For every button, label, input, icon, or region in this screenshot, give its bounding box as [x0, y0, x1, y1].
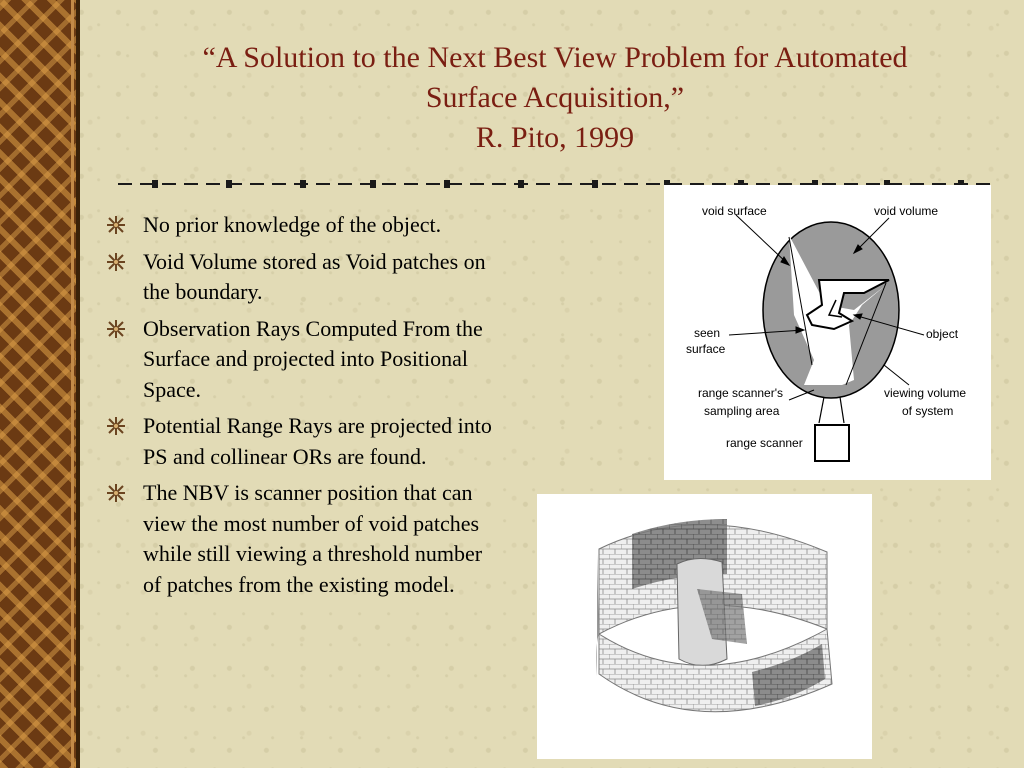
bullet-text: The NBV is scanner position that can view the most number of void patches while still viewing a threshold number of patches from the existing model.	[143, 480, 483, 597]
label-object: object	[926, 327, 959, 341]
strip-border	[76, 0, 80, 768]
title-line-2: Surface Acquisition,”	[425, 81, 685, 114]
star-bullet-icon	[105, 316, 127, 342]
list-item	[105, 210, 495, 241]
bullet-text: Void Volume stored as Void patches on the boundary.	[143, 248, 486, 304]
list-item	[105, 478, 495, 600]
label-viewing-volume: viewing volume	[884, 386, 967, 400]
list-item	[105, 411, 495, 472]
label-range-scanners: range scanner's	[698, 386, 784, 400]
label-range-scanner: range scanner	[726, 436, 803, 450]
strip-highlight	[71, 0, 74, 768]
title-line-1: “A Solution to the Next Best View Problem for Automated	[202, 41, 908, 74]
decorative-side-strip	[0, 0, 76, 768]
patch-cylinder-rendering	[537, 494, 872, 759]
list-item	[105, 247, 495, 308]
star-bullet-icon	[105, 249, 127, 275]
range-scanner-box	[815, 425, 849, 461]
bullet-list	[105, 210, 495, 606]
bullet-text: Potential Range Rays are projected into PS and collinear ORs are found.	[143, 413, 492, 469]
label-sampling-area: sampling area	[704, 404, 780, 418]
bullet-text: Observation Rays Computed From the Surface and projected into Positional Space.	[143, 315, 483, 402]
bullet-text: No prior knowledge of the object.	[143, 212, 442, 237]
star-bullet-icon	[105, 212, 127, 238]
star-bullet-icon	[105, 413, 127, 439]
star-bullet-icon	[105, 480, 127, 506]
label-void-surface: void surface	[702, 204, 767, 218]
label-void-volume: void volume	[874, 204, 939, 218]
label-surface: surface	[686, 342, 726, 356]
list-item	[105, 314, 495, 406]
title-line-3: R. Pito, 1999	[475, 121, 635, 154]
label-seen: seen	[694, 326, 721, 340]
slide-title	[120, 38, 990, 158]
label-of-system: of system	[902, 404, 954, 418]
nbv-diagram-figure	[664, 185, 991, 480]
